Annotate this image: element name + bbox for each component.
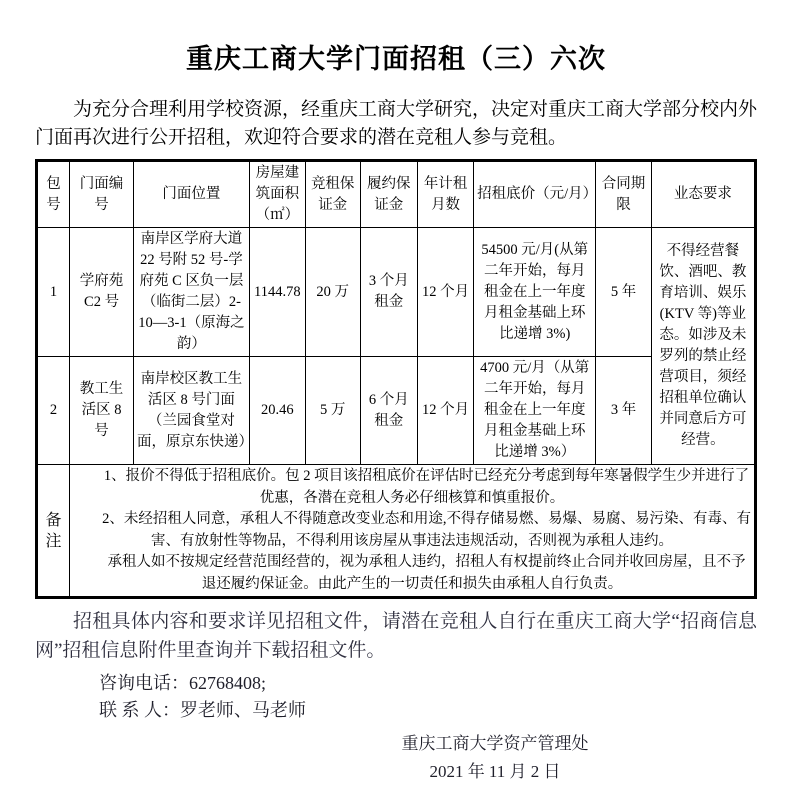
phone-line <box>35 670 757 697</box>
header-cell-bid-deposit: 竞租保证金 <box>305 161 360 228</box>
cell-contract-term: 5 年 <box>596 228 651 357</box>
signature-block <box>370 730 620 786</box>
cell-rent-months: 12 个月 <box>418 228 474 357</box>
rental-table <box>35 159 757 599</box>
cell-shop-id: 教工生活区 8 号 <box>70 357 134 465</box>
contact-label: 联 系 人： <box>99 700 180 720</box>
remark-paragraph-3: 承租人如不按规定经营范围经营的，视为承租人违约，招租人有权提前终止合同并收回房屋，且不予退还履约保证金。由此产生的一切责任和损失由承租人自行负责。 <box>107 554 746 592</box>
header-cell-base-price: 招租底价（元/月） <box>474 161 596 228</box>
cell-performance-deposit: 3 个月 租金 <box>360 228 418 357</box>
contact-names: 罗老师、马老师 <box>180 700 306 720</box>
cell-location: 南岸区学府大道 22 号附 52 号-学府苑 C 区负一层（临街二层）2-10—3-1（原海之韵） <box>134 228 250 357</box>
page-title: 重庆工商大学门面招租（三）六次 <box>186 44 606 74</box>
footer-notice: 招租具体内容和要求详见招租文件，请潜在竞租人自行在重庆工商大学“招商信息网”招租信息附件里查询并下载招租文件。 <box>35 611 757 661</box>
cell-bid-deposit: 5 万 <box>305 357 360 465</box>
remarks-row <box>37 465 756 598</box>
header-cell-package-no: 包号 <box>37 161 70 228</box>
header-cell-building-area: 房屋建筑面积（㎡） <box>249 161 305 228</box>
cell-rent-months: 12 个月 <box>418 357 474 465</box>
phone-number: 62768408; <box>189 673 267 693</box>
contact-line <box>35 697 757 724</box>
header-cell-performance-deposit: 履约保证金 <box>360 161 418 228</box>
header-cell-location: 门面位置 <box>134 161 250 228</box>
cell-base-price: 54500 元/月(从第二年开始，每月租金在上一年度月租金基础上环比递增 3%) <box>474 228 596 357</box>
header-cell-rent-months: 年计租月数 <box>418 161 474 228</box>
cell-building-area: 20.46 <box>249 357 305 465</box>
cell-contract-term: 3 年 <box>596 357 651 465</box>
remark-paragraph-2: 2、未经招租人同意，承租人不得随意改变业态和用途,不得存储易燃、易爆、易腐、易污染、有毒、有害、有放射性等物品，不得利用该房屋从事违法违规活动，否则视为承租人违约。 <box>102 511 751 549</box>
intro-paragraph: 为充分合理利用学校资源，经重庆工商大学研究，决定对重庆工商大学部分校内外门面再次进行公开招租，欢迎符合要求的潜在竞租人参与竞租。 <box>35 99 758 148</box>
cell-building-area: 1144.78 <box>249 228 305 357</box>
signature-line: 重庆工商大学资产管理处 <box>401 734 589 753</box>
cell-shop-id: 学府苑 C2 号 <box>70 228 134 357</box>
remark-paragraph-1: 1、报价不得低于招租底价。包 2 项目该招租底价在评估时已经充分考虑到每年寒暑假学生少并进行了优惠，各潜在竞租人务必仔细核算和慎重报价。 <box>103 468 750 506</box>
remarks-cell <box>70 465 756 598</box>
cell-package-no: 2 <box>37 357 70 465</box>
header-cell-business-requirements: 业态要求 <box>651 161 755 228</box>
table-row-2 <box>37 357 756 465</box>
cell-business-requirements: 不得经营餐饮、酒吧、教育培训、娱乐(KTV 等)等业态。如涉及未罗列的禁止经营项目，须经招租单位确认并同意后方可经营。 <box>651 228 755 465</box>
cell-performance-deposit: 6 个月 租金 <box>360 357 418 465</box>
date-line: 2021 年 11 月 2 日 <box>429 762 561 781</box>
phone-label: 咨询电话： <box>99 673 189 693</box>
header-cell-shop-id: 门面编号 <box>70 161 134 228</box>
cell-bid-deposit: 20 万 <box>305 228 360 357</box>
table-row-1 <box>37 228 756 357</box>
remarks-label: 备注 <box>37 465 70 598</box>
cell-base-price: 4700 元/月（从第二年开始，每月租金在上一年度月租金基础上环比递增 3%） <box>474 357 596 465</box>
cell-location: 南岸校区教工生活区 8 号门面（兰园食堂对面，原京东快递） <box>134 357 250 465</box>
table-header-row <box>37 161 756 228</box>
header-cell-contract-term: 合同期限 <box>596 161 651 228</box>
cell-package-no: 1 <box>37 228 70 357</box>
